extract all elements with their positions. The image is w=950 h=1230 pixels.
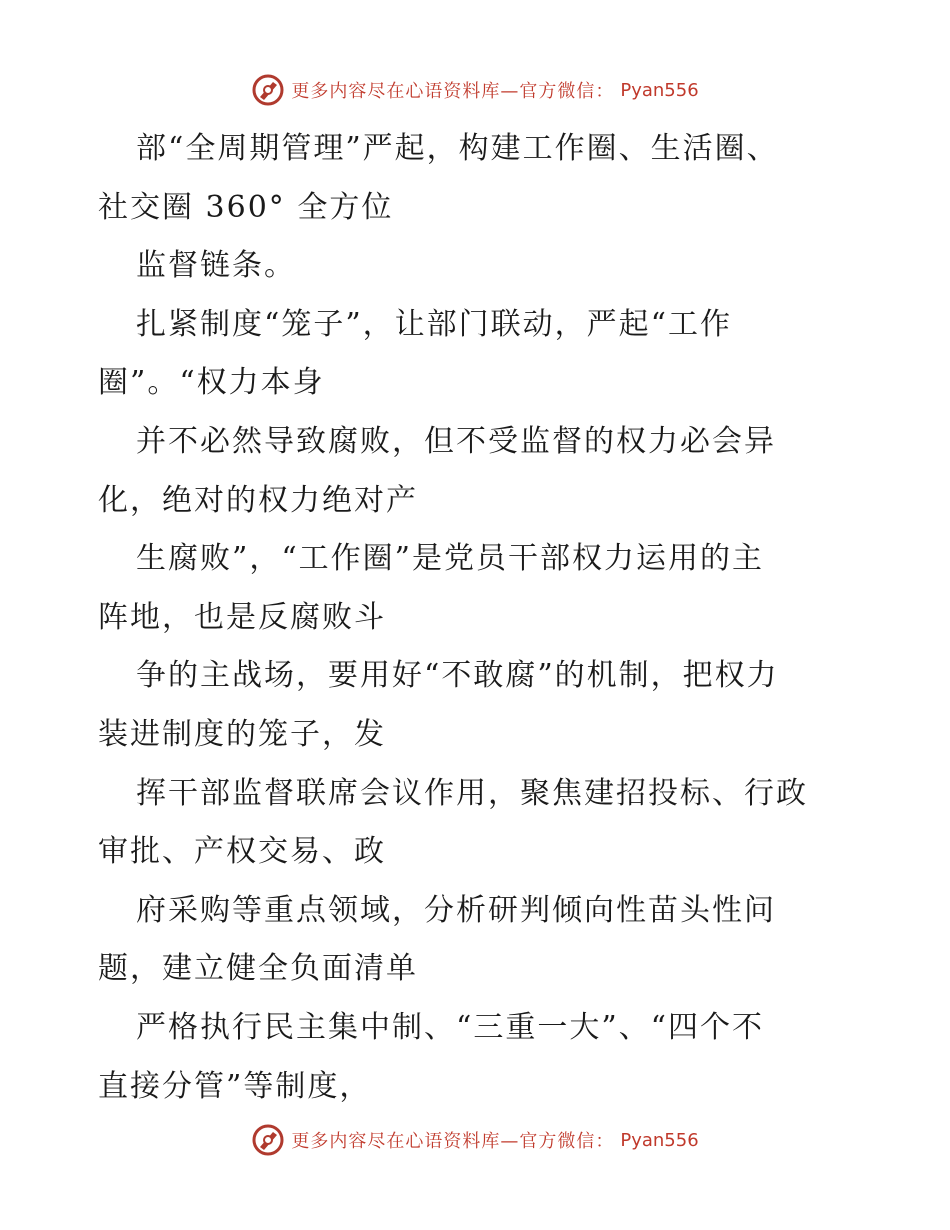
text-line: 严格执行民主集中制、“三重一大”、“四个不 (136, 1009, 765, 1045)
text-line: 挥干部监督联席会议作用，聚焦建招投标、行政 (136, 775, 808, 811)
header-banner (0, 70, 950, 110)
brand-logo-icon (251, 73, 285, 107)
text-line: 直接分管”等制度， (98, 1068, 372, 1104)
text-line: 监督链条。 (136, 248, 296, 284)
text-line: 扎紧制度“笼子”，让部门联动，严起“工作 (136, 306, 733, 342)
text-line: 化，绝对的权力绝对产 (98, 482, 418, 518)
brand-logo-icon (251, 1123, 285, 1157)
text-line: 争的主战场，要用好“不敢腐”的机制，把权力 (136, 658, 779, 694)
header-banner-text: 更多内容尽在心语资料库—官方微信： (291, 81, 615, 102)
text-line: 题，建立健全负面清单 (98, 951, 418, 987)
text-line: 生腐败”，“工作圈”是党员干部权力运用的主 (136, 541, 765, 577)
footer-banner-text: 更多内容尽在心语资料库—官方微信： (291, 1131, 615, 1152)
footer-banner (0, 1120, 950, 1160)
document-body (98, 120, 858, 1116)
footer-banner-contact: Pyan556 (620, 1129, 699, 1151)
text-line: 装进制度的笼子，发 (98, 716, 386, 752)
text-line: 审批、产权交易、政 (98, 834, 386, 870)
text-line: 社交圈 360° 全方位 (98, 189, 394, 225)
text-line: 府采购等重点领域，分析研判倾向性苗头性问 (136, 892, 776, 928)
text-line: 阵地，也是反腐败斗 (98, 599, 386, 635)
text-line: 并不必然导致腐败，但不受监督的权力必会异 (136, 423, 776, 459)
header-banner-contact: Pyan556 (620, 79, 699, 101)
text-line: 圈”。“权力本身 (98, 365, 325, 401)
text-line: 部“全周期管理”严起，构建工作圈、生活圈、 (136, 131, 779, 166)
